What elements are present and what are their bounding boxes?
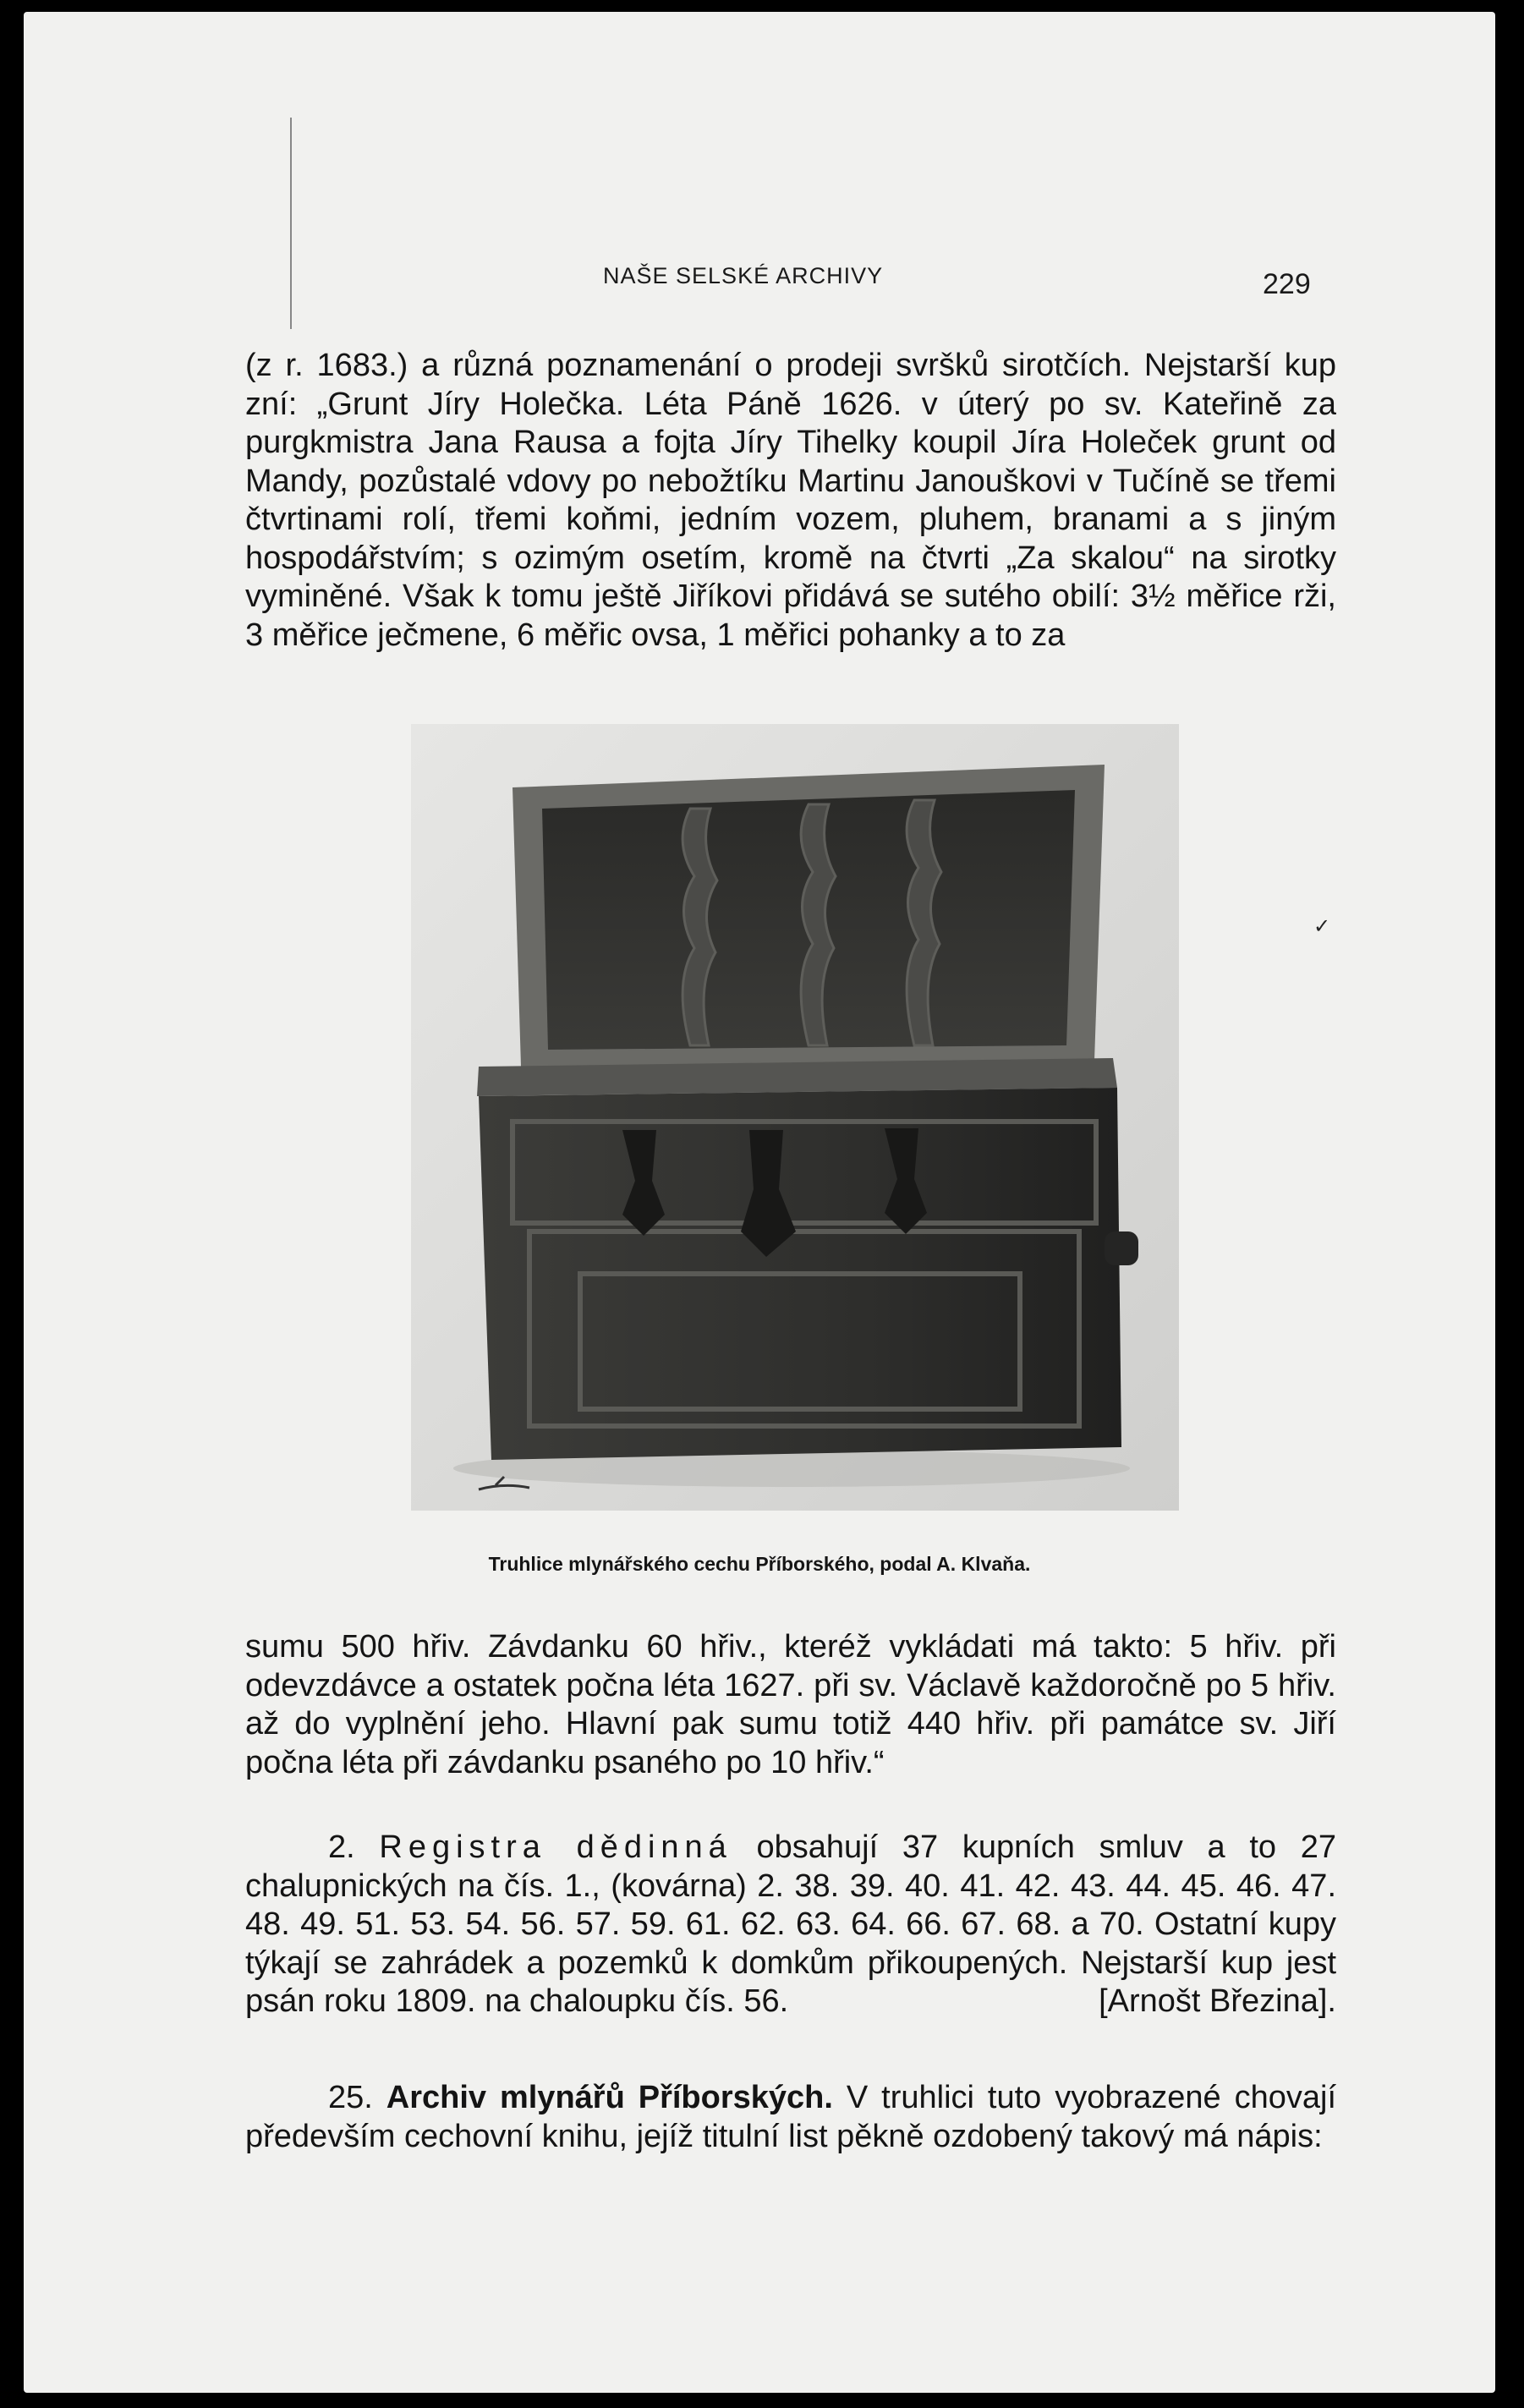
- chest-photograph: [411, 724, 1179, 1511]
- paragraph-registra: [245, 1829, 1336, 2021]
- paragraph-payment: [245, 1628, 1336, 1782]
- book-page: [24, 12, 1495, 2393]
- chest-handle: [1105, 1231, 1138, 1265]
- chest-illustration: [411, 724, 1179, 1511]
- paragraph-registra-text: [245, 1829, 1336, 2021]
- section-number: 25.: [328, 2080, 373, 2115]
- spaced-term: Registra dědinná: [379, 1829, 732, 1865]
- section-number: 2.: [328, 1829, 355, 1865]
- paragraph-archiv-text: [245, 2079, 1336, 2156]
- paragraph-deed-text: (z r. 1683.) a různá poznamenání o prodeji svršků sirotčích. Nejstarší kup zní: „Grunt Jíry Holečka. Léta Páně 1626. v úterý po sv. Kateřině za purgkmistra Jana Rausa a fojta Jíry Tihelky koupil Jíra Holeček grunt od Mandy, pozůstalé vdovy po nebožtíku Martinu Janouškovi v Tučíně se třemi čtvrtinami rolí, třemi koňmi, jedním vozem, pluhem, branami a s jiným hospodářstvím; s ozimým osetím, kromě na čtvrti „Za skalou“ na sirotky vyminěné. Však k tomu ještě Jiříkovi přidává se sutého obilí: 3½ měřice rži, 3 měřice ječmene, 6 měřic ovsa, 1 měřici pohanky a to za: [245, 348, 1336, 653]
- section-heading: Archiv mlynářů Příborských.: [386, 2080, 833, 2115]
- registra-body: obsahují 37 kupních smluv a to 27 chalupnických na čís. 1., (kovárna) 2. 38. 39. 40. 41. 42. 43. 44. 45. 46. 47. 48. 49. 51. 53. 54. 56. 57. 59. 61. 62. 63. 64. 66. 67. 68. a 70. Ostatní kupy týkají se zahrádek a pozemků k domkům přikoupených. Nejstarší kup jest psán roku 1809. na chaloupku čís. 56.: [245, 1829, 1336, 2019]
- paragraph-payment-text: sumu 500 hřiv. Závdanku 60 hřiv., kteréž vykládati má takto: 5 hřiv. při odevzdávce a ostatek počna léta 1627. při sv. Václavě každoročně po 5 hřiv. až do vyplnění jeho. Hlavní pak sumu totiž 440 hřiv. při památce sv. Jiří počna léta při závdanku psaného po 10 hřiv.“: [245, 1629, 1336, 1780]
- figure-caption: Truhlice mlynářského cechu Příborského, podal A. Klvaňa.: [488, 1553, 1031, 1575]
- paragraph-deed: [245, 347, 1336, 655]
- running-title: NAŠE SELSKÉ ARCHIVY: [603, 263, 884, 288]
- margin-rule: [290, 118, 292, 329]
- archiv-body: V truhlici tuto vyobrazené chovají především cechovní knihu, jejíž titulní list pěkně ozdobený takový má nápis:: [245, 2080, 1336, 2154]
- author-credit: [Arnošt Březina].: [1099, 1983, 1336, 2019]
- page-number: 229: [1263, 268, 1311, 300]
- margin-mark: ✓: [1313, 914, 1331, 938]
- paragraph-archiv: [245, 2079, 1336, 2156]
